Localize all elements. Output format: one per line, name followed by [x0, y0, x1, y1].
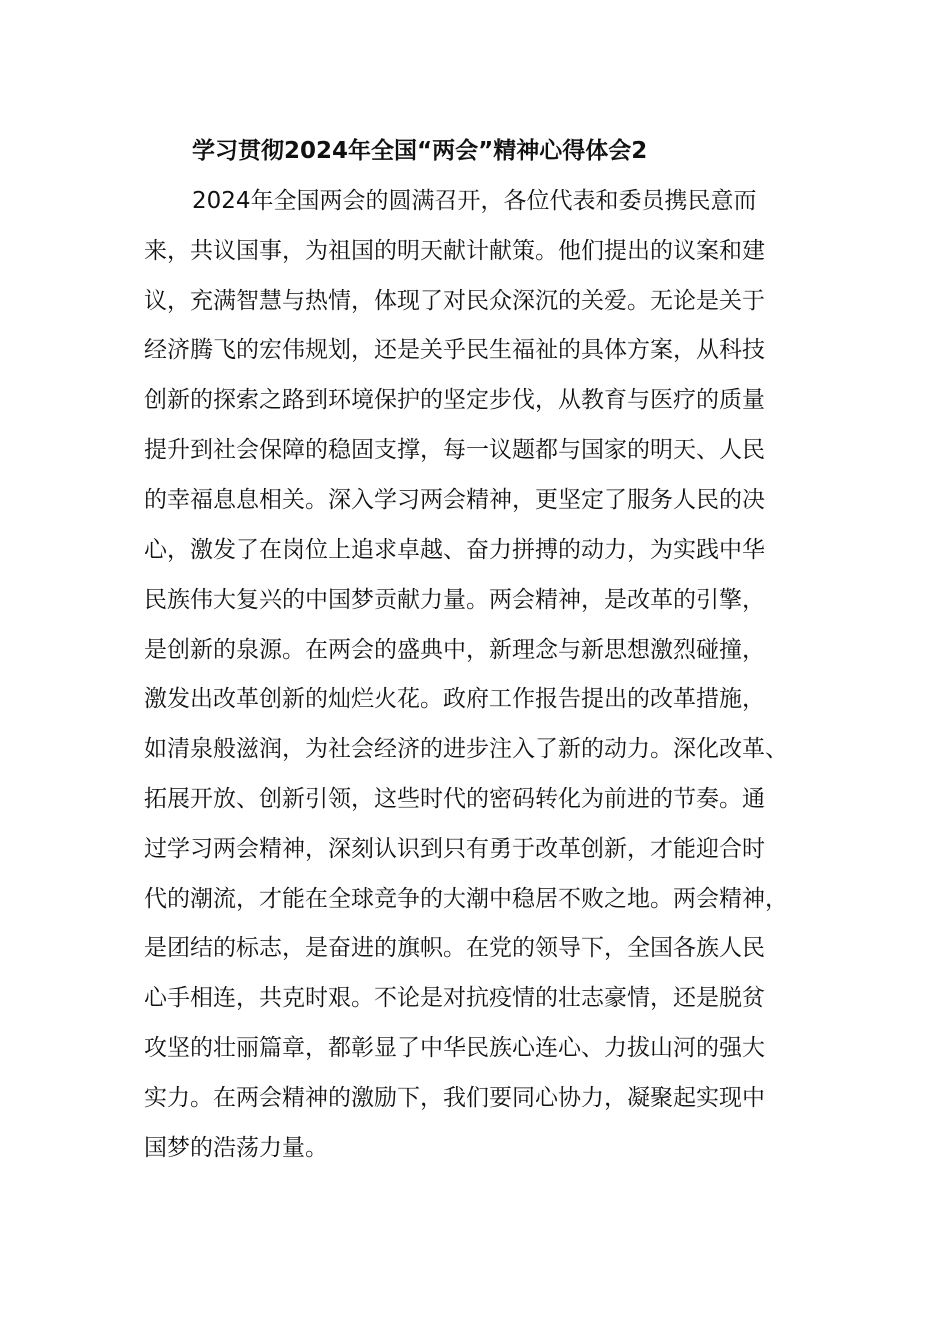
body-line-4: 经济腾飞的宏伟规划，还是关乎民生福祉的具体方案，从科技: [144, 337, 765, 363]
document-title: 学习贯彻2024年全国“两会”精神心得体会2: [192, 138, 648, 164]
body-line-11: 激发出改革创新的灿烂火花。政府工作报告提出的改革措施，: [144, 686, 765, 712]
body-line-20: 国梦的浩荡力量。: [144, 1135, 328, 1161]
body-line-13: 拓展开放、创新引领，这些时代的密码转化为前进的节奏。通: [144, 786, 765, 812]
body-line-18: 攻坚的壮丽篇章，都彰显了中华民族心连心、力拔山河的强大: [144, 1035, 765, 1061]
body-line-17: 心手相连，共克时艰。不论是对抗疫情的壮志豪情，还是脱贫: [144, 985, 765, 1011]
body-line-2: 来，共议国事，为祖国的明天献计献策。他们提出的议案和建: [144, 238, 765, 264]
body-line-12: 如清泉般滋润，为社会经济的进步注入了新的动力。深化改革、: [144, 736, 788, 762]
body-line-14: 过学习两会精神，深刻认识到只有勇于改革创新，才能迎合时: [144, 836, 765, 862]
body-line-8: 心，激发了在岗位上追求卓越、奋力拼搏的动力，为实践中华: [144, 537, 765, 563]
body-line-16: 是团结的标志，是奋进的旗帜。在党的领导下，全国各族人民: [144, 935, 765, 961]
body-line-15: 代的潮流，才能在全球竞争的大潮中稳居不败之地。两会精神，: [144, 886, 788, 912]
body-line-19: 实力。在两会精神的激励下，我们要同心协力，凝聚起实现中: [144, 1085, 765, 1111]
body-line-1: 2024年全国两会的圆满召开，各位代表和委员携民意而: [192, 188, 757, 214]
body-line-9: 民族伟大复兴的中国梦贡献力量。两会精神，是改革的引擎，: [144, 587, 765, 613]
body-line-6: 提升到社会保障的稳固支撑，每一议题都与国家的明天、人民: [144, 437, 765, 463]
body-line-10: 是创新的泉源。在两会的盛典中，新理念与新思想激烈碰撞，: [144, 637, 765, 663]
body-line-7: 的幸福息息相关。深入学习两会精神，更坚定了服务人民的决: [144, 487, 765, 513]
body-line-3: 议，充满智慧与热情，体现了对民众深沉的关爱。无论是关于: [144, 288, 765, 314]
body-line-5: 创新的探索之路到环境保护的坚定步伐，从教育与医疗的质量: [144, 387, 765, 413]
